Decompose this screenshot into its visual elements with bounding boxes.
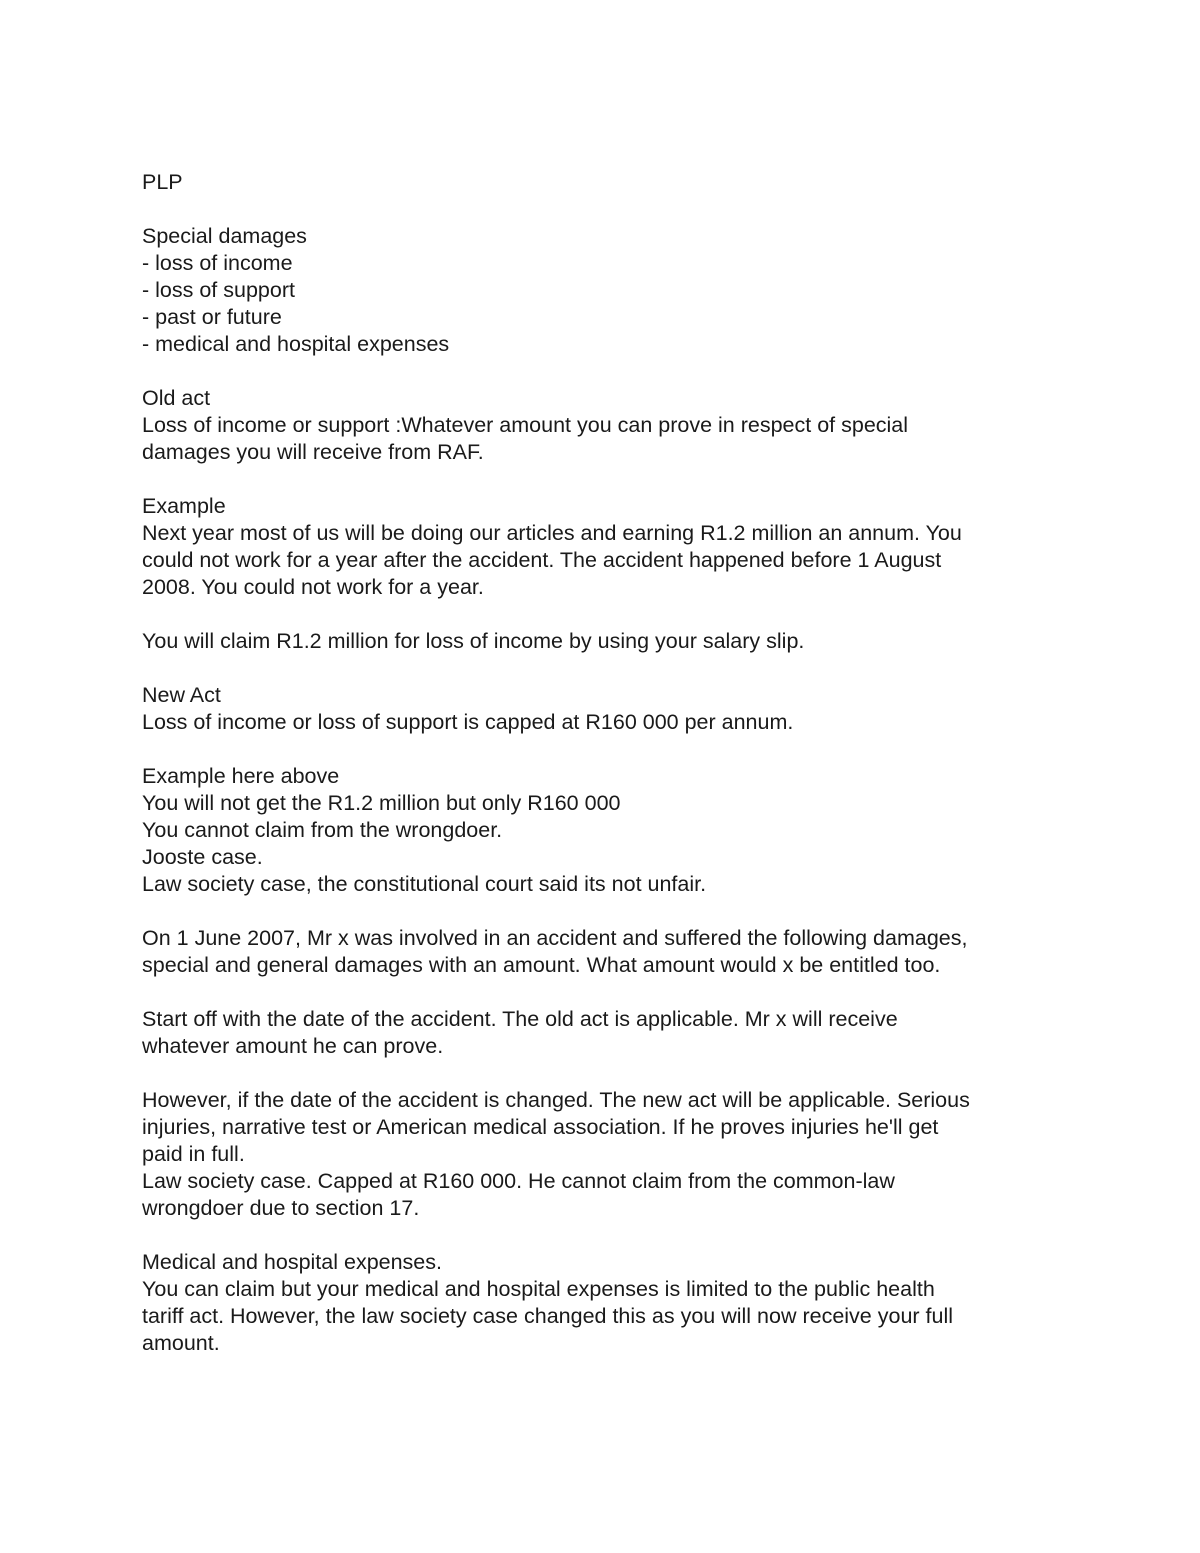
list-item: - past or future <box>142 305 282 329</box>
paragraph-line: You cannot claim from the wrongdoer. <box>142 818 503 842</box>
paragraph-line: injuries, narrative test or American medical association. If he proves injuries he'll get <box>142 1115 939 1139</box>
heading-new-act: New Act <box>142 683 221 707</box>
list-item: - loss of support <box>142 278 295 302</box>
paragraph-line: Law society case. Capped at R160 000. He cannot claim from the common-law <box>142 1169 895 1193</box>
blank-line <box>142 358 1072 385</box>
paragraph-line: wrongdoer due to section 17. <box>142 1196 420 1220</box>
paragraph-line: Jooste case. <box>142 845 263 869</box>
blank-line <box>142 196 1072 223</box>
paragraph-line: could not work for a year after the accident. The accident happened before 1 August <box>142 548 942 572</box>
list-item: - loss of income <box>142 251 293 275</box>
paragraph-line: You will not get the R1.2 million but only R160 000 <box>142 791 621 815</box>
paragraph-line: whatever amount he can prove. <box>142 1034 444 1058</box>
paragraph-line: Next year most of us will be doing our articles and earning R1.2 million an annum. You <box>142 521 962 545</box>
paragraph-line: You can claim but your medical and hospital expenses is limited to the public health <box>142 1277 935 1301</box>
paragraph-line: Law society case, the constitutional court said its not unfair. <box>142 872 707 896</box>
paragraph-line: 2008. You could not work for a year. <box>142 575 484 599</box>
paragraph-line: tariff act. However, the law society case changed this as you will now receive your full <box>142 1304 954 1328</box>
document-title: PLP <box>142 170 183 194</box>
heading-old-act: Old act <box>142 386 211 410</box>
blank-line <box>142 601 1072 628</box>
blank-line <box>142 466 1072 493</box>
paragraph-line: You will claim R1.2 million for loss of income by using your salary slip. <box>142 629 805 653</box>
paragraph-line: Loss of income or loss of support is capped at R160 000 per annum. <box>142 710 794 734</box>
heading-special-damages: Special damages <box>142 224 307 248</box>
paragraph-line: Loss of income or support :Whatever amount you can prove in respect of special <box>142 413 909 437</box>
paragraph-line: On 1 June 2007, Mr x was involved in an accident and suffered the following damages, <box>142 926 968 950</box>
paragraph-line: damages you will receive from RAF. <box>142 440 484 464</box>
blank-line <box>142 979 1072 1006</box>
blank-line <box>142 655 1072 682</box>
blank-line <box>142 1222 1072 1249</box>
paragraph-line: special and general damages with an amount. What amount would x be entitled too. <box>142 953 941 977</box>
heading-medical-expenses: Medical and hospital expenses. <box>142 1250 442 1274</box>
list-item: - medical and hospital expenses <box>142 332 450 356</box>
blank-line <box>142 1060 1072 1087</box>
paragraph-line: paid in full. <box>142 1142 245 1166</box>
blank-line <box>142 898 1072 925</box>
document-body <box>142 169 1072 1357</box>
blank-line <box>142 736 1072 763</box>
paragraph-line: amount. <box>142 1331 220 1355</box>
heading-example-here-above: Example here above <box>142 764 340 788</box>
paragraph-line: However, if the date of the accident is changed. The new act will be applicable. Serious <box>142 1088 970 1112</box>
heading-example: Example <box>142 494 226 518</box>
paragraph-line: Start off with the date of the accident. The old act is applicable. Mr x will receive <box>142 1007 898 1031</box>
